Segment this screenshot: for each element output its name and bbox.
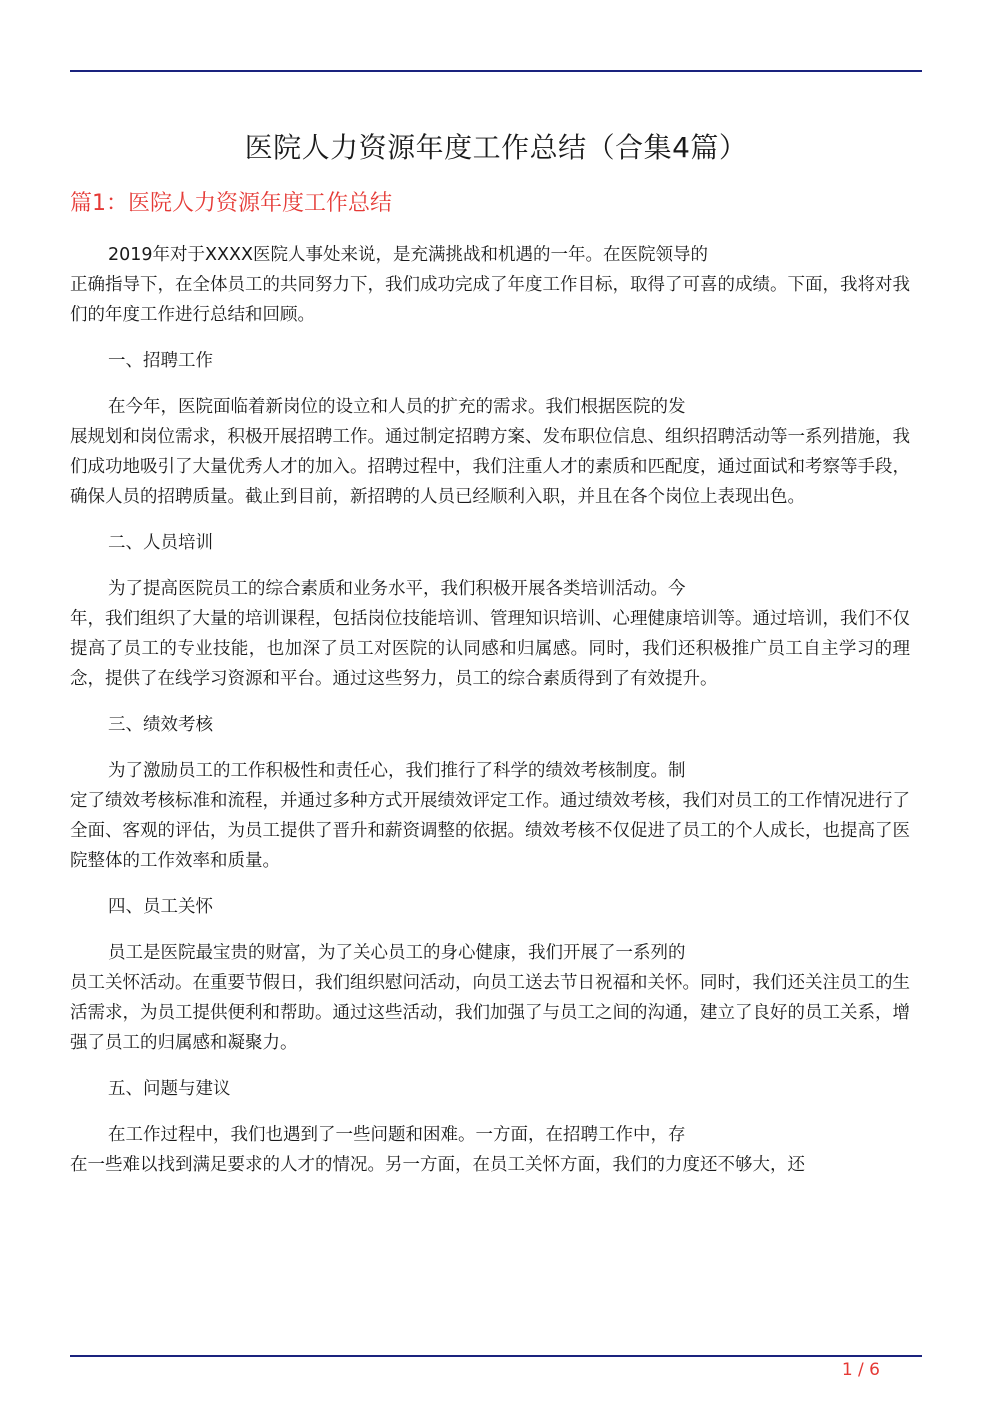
section-heading-3: 三、绩效考核	[108, 715, 213, 735]
section-heading-5: 五、问题与建议	[108, 1079, 231, 1099]
paragraph-first-line: 为了激励员工的工作积极性和责任心，我们推行了科学的绩效考核制度。制	[108, 761, 686, 781]
section-paragraph-1	[70, 392, 910, 512]
section-paragraph-4	[70, 938, 910, 1058]
paragraph-rest: 正确指导下，在全体员工的共同努力下，我们成功完成了年度工作目标，取得了可喜的成绩。下面，我将对我们的年度工作进行总结和回顾。	[70, 275, 910, 325]
paragraph-first-line: 2019年对于XXXX医院人事处来说，是充满挑战和机遇的一年。在医院领导的	[108, 245, 708, 265]
intro-paragraph	[70, 240, 910, 330]
section-heading-4: 四、员工关怀	[108, 897, 213, 917]
document-body	[70, 240, 910, 1196]
paragraph-first-line: 在今年，医院面临着新岗位的设立和人员的扩充的需求。我们根据医院的发	[108, 397, 686, 417]
section-heading-2: 二、人员培训	[108, 533, 213, 553]
section-heading-1: 一、招聘工作	[108, 351, 213, 371]
paragraph-rest: 定了绩效考核标准和流程，并通过多种方式开展绩效评定工作。通过绩效考核，我们对员工的工作情况进行了全面、客观的评估，为员工提供了晋升和薪资调整的依据。绩效考核不仅促进了员工的个人成长，也提高了医院整体的工作效率和质量。	[70, 791, 910, 871]
paragraph-rest: 员工关怀活动。在重要节假日，我们组织慰问活动，向员工送去节日祝福和关怀。同时，我们还关注员工的生活需求，为员工提供便利和帮助。通过这些活动，我们加强了与员工之间的沟通，建立了良好的员工关系，增强了员工的归属感和凝聚力。	[70, 973, 910, 1053]
section-paragraph-3	[70, 756, 910, 876]
paragraph-rest: 展规划和岗位需求，积极开展招聘工作。通过制定招聘方案、发布职位信息、组织招聘活动等一系列措施，我们成功地吸引了大量优秀人才的加入。招聘过程中，我们注重人才的素质和匹配度，通过面试和考察等手段，确保人员的招聘质量。截止到目前，新招聘的人员已经顺利入职，并且在各个岗位上表现出色。	[70, 427, 910, 507]
paragraph-first-line: 员工是医院最宝贵的财富，为了关心员工的身心健康，我们开展了一系列的	[108, 943, 686, 963]
section-paragraph-2	[70, 574, 910, 694]
section-paragraph-5	[70, 1120, 910, 1180]
document-title: 医院人力资源年度工作总结（合集4篇）	[244, 131, 748, 164]
paragraph-rest: 在一些难以找到满足要求的人才的情况。另一方面，在员工关怀方面，我们的力度还不够大，还	[70, 1155, 805, 1175]
paragraph-first-line: 在工作过程中，我们也遇到了一些问题和困难。一方面，在招聘工作中，存	[108, 1125, 686, 1145]
paragraph-first-line: 为了提高医院员工的综合素质和业务水平，我们积极开展各类培训活动。今	[108, 579, 686, 599]
footer-rule	[70, 1355, 922, 1357]
paragraph-rest: 年，我们组织了大量的培训课程，包括岗位技能培训、管理知识培训、心理健康培训等。通过培训，我们不仅提高了员工的专业技能，也加深了员工对医院的认同感和归属感。同时，我们还积极推广员工自主学习的理念，提供了在线学习资源和平台。通过这些努力，员工的综合素质得到了有效提升。	[70, 609, 910, 689]
section-subtitle: 篇1：医院人力资源年度工作总结	[70, 191, 392, 216]
page-number: 1 / 6	[841, 1360, 880, 1380]
header-rule	[70, 70, 922, 72]
